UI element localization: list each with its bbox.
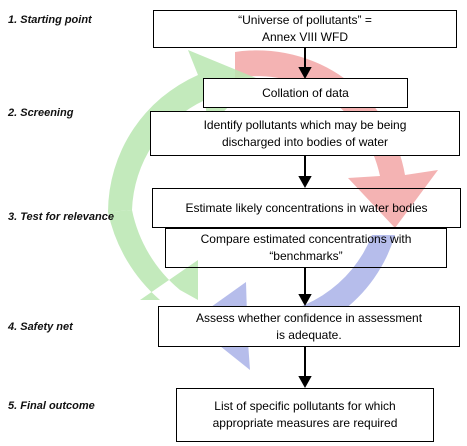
box-compare-line1: Compare estimated concentrations with [200,232,412,246]
box-universe-line2: Annex VIII WFD [261,30,349,44]
step-label-starting-point: 1. Starting point [8,14,92,26]
box-universe-of-pollutants [153,10,457,48]
box-assess-line1: Assess whether confidence in assessment [195,310,423,325]
step-label-screening: 2. Screening [8,107,74,119]
step-label-final-outcome: 5. Final outcome [8,400,95,412]
box-universe-line1: “Universe of pollutants” = [238,13,372,27]
box-assess-line2: is adequate. [276,327,342,342]
box-final-line2: appropriate measures are required [212,416,398,430]
step-label-test-for-relevance: 3. Test for relevance [8,211,114,223]
box-assess-confidence [158,306,460,347]
box-estimate-concentrations [152,188,461,228]
box-estimate-line1: Estimate likely concentrations in water bodies [185,200,428,215]
box-final-line1: List of specific pollutants for which [214,399,396,413]
box-identify-line2: discharged into bodies of water [221,134,389,149]
box-collation-of-data [203,78,408,108]
box-compare-line2: “benchmarks” [269,249,343,263]
step-label-safety-net: 4. Safety net [8,321,73,333]
box-compare-benchmarks [165,228,447,268]
box-final-outcome [176,388,434,442]
box-identify-line1: Identify pollutants which may be being [203,117,407,132]
box-identify-pollutants [150,111,460,156]
box-collation-line1: Collation of data [262,85,349,100]
